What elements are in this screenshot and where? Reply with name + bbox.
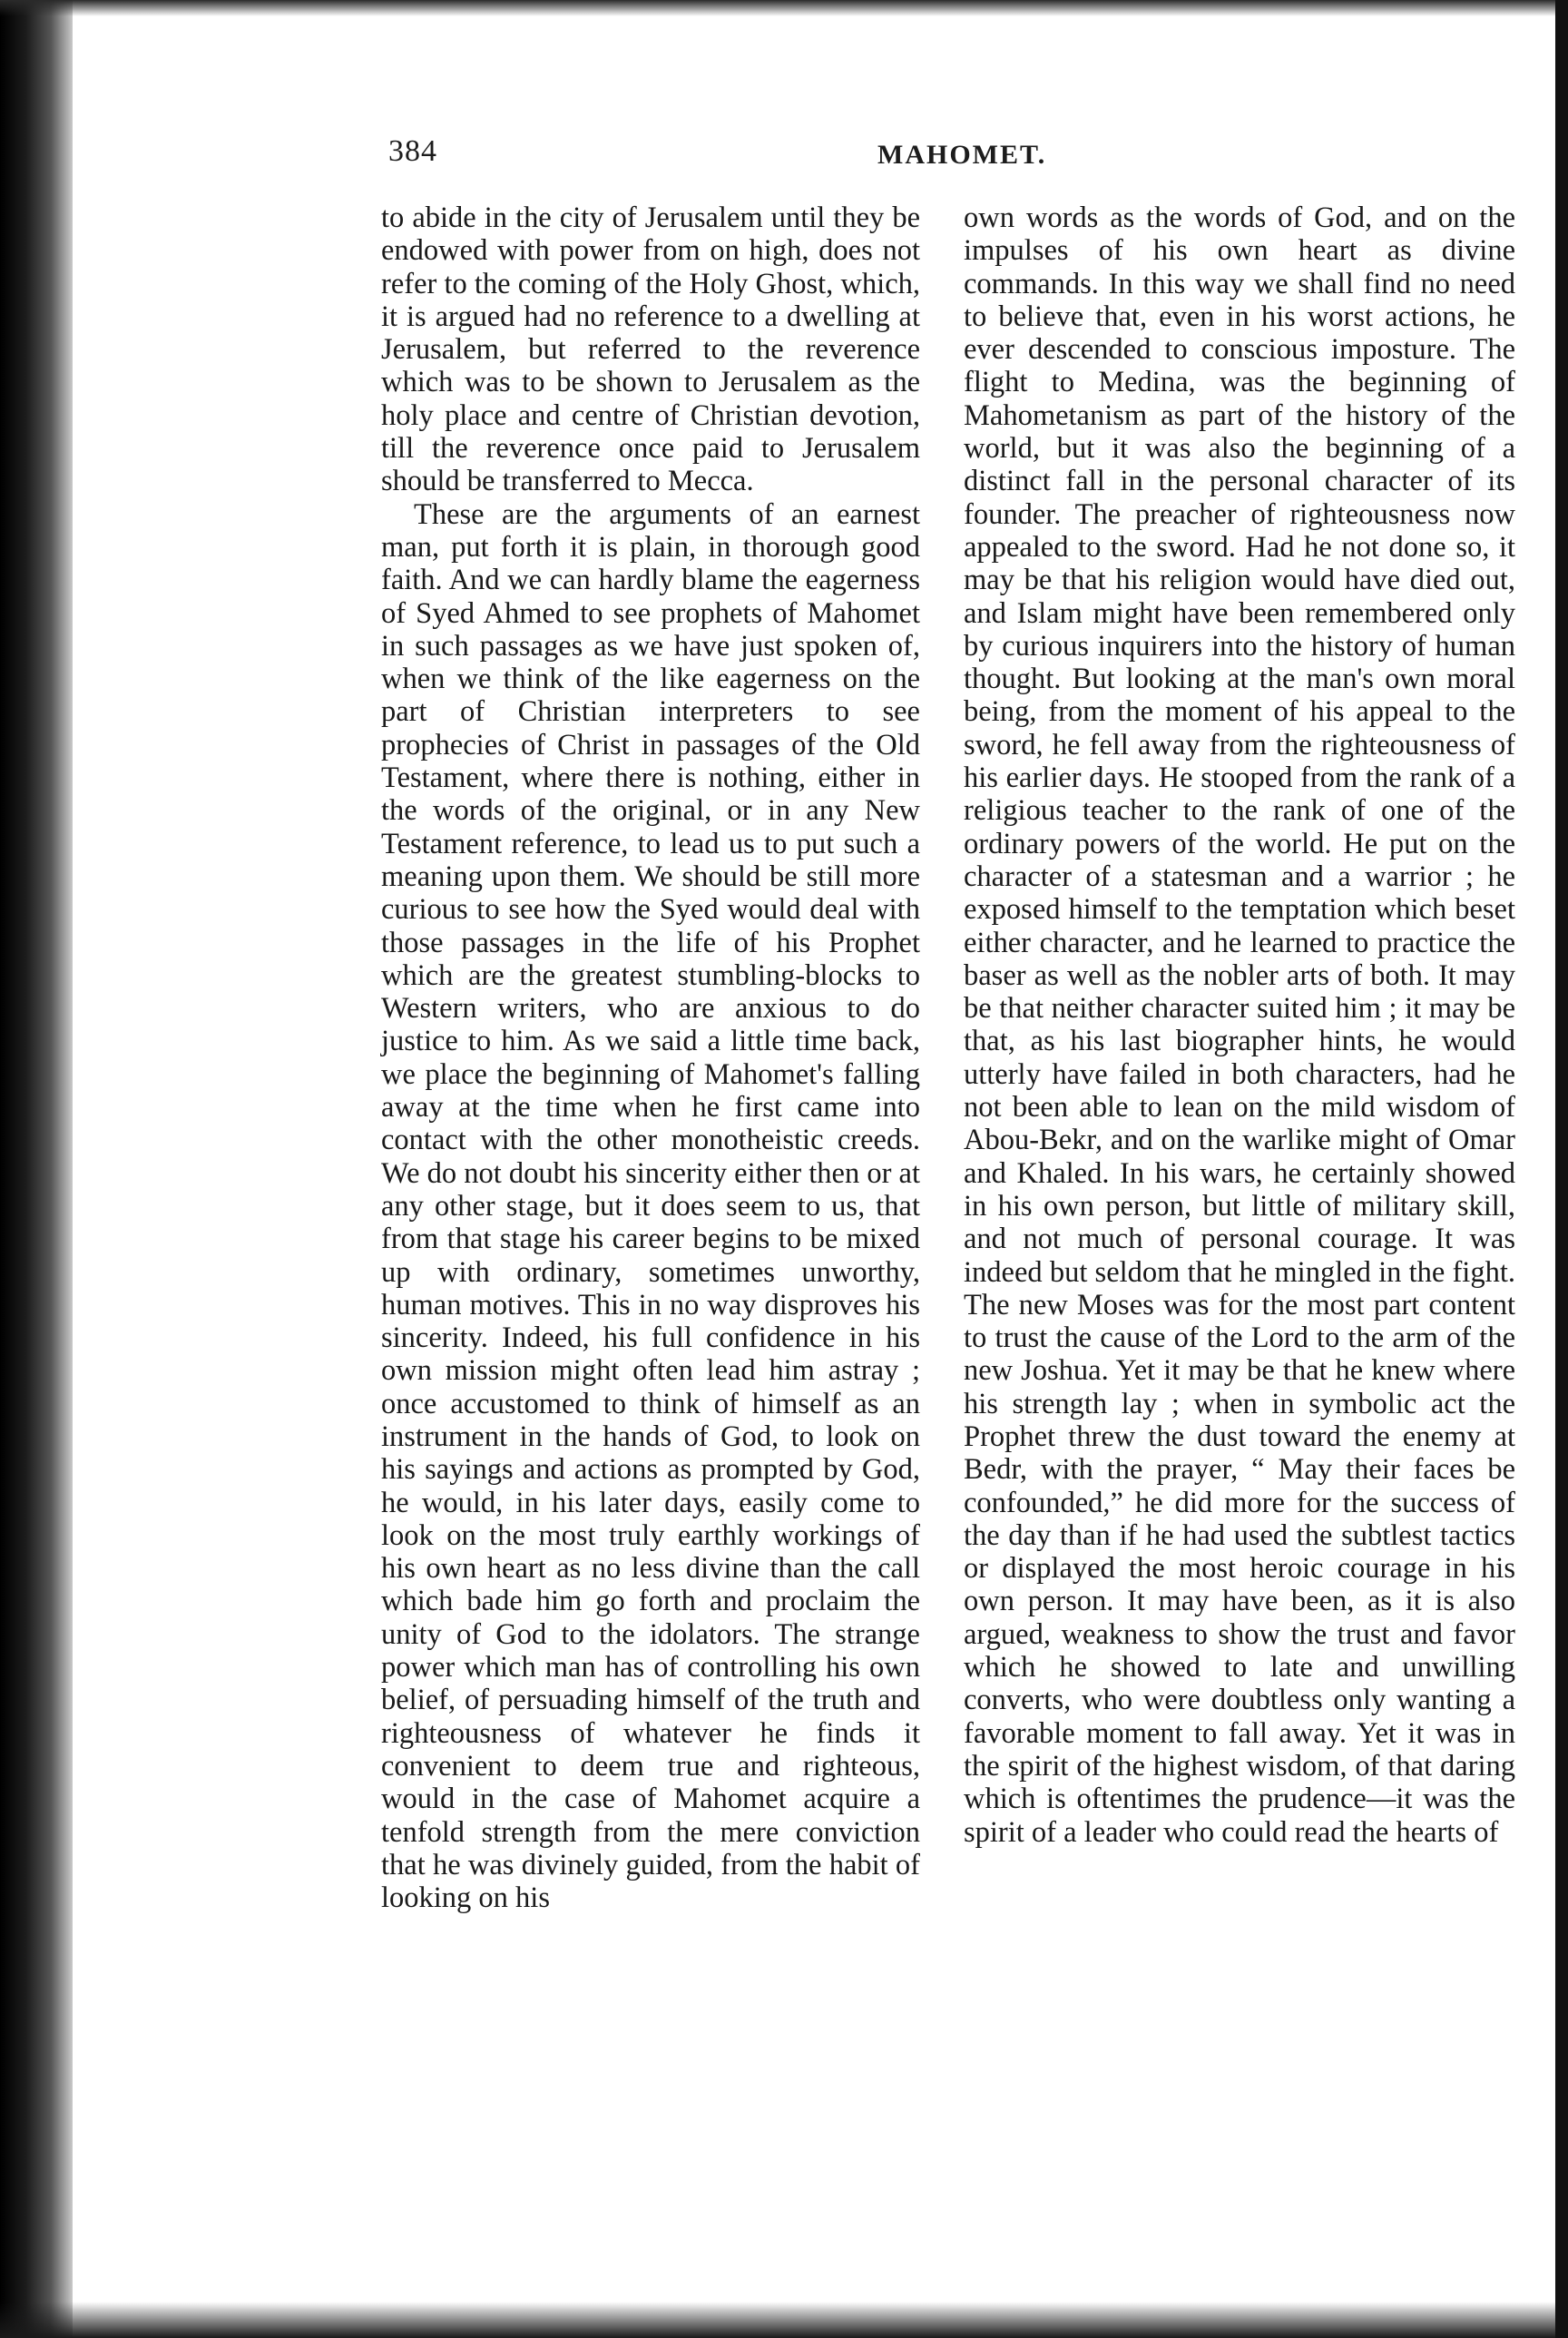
right-column	[964, 201, 1515, 1849]
bottom-edge-shadow	[0, 2302, 1568, 2338]
book-spine-shadow	[0, 0, 73, 2338]
book-page	[56, 0, 1568, 2338]
left-paragraph-2: These are the arguments of an earnest man, put forth it is plain, in thorough good faith. And we can hardly blame the eagerness of Syed Ahmed to see prophets of Mahomet in such passages as we have just spoken of, when we think of the like eagerness on the part of Christian interpreters to see prophecies of Christ in passages of the Old Testament, where there is nothing, either in the words of the original, or in any New Testament reference, to lead us to put such a meaning upon them. We should be still more curious to see how the Syed would deal with those passages in the life of his Prophet which are the greatest stumbling-blocks to Western writers, who are anxious to do justice to him. As we said a little time back, we place the beginning of Mahomet's falling away at the time when he first came into contact with the other monotheistic creeds. We do not doubt his sincerity either then or at any other stage, but it does seem to us, that from that stage his career begins to be mixed up with ordinary, sometimes unworthy, human motives. This in no way disproves his sincerity. Indeed, his full confidence in his own mission might often lead him astray ; once accustomed to think of himself as an instrument in the hands of God, to look on his sayings and actions as prompted by God, he would, in his later days, easily come to look on the most truly earthly workings of his own heart as no less divine than the call which bade him go forth and proclaim the unity of God to the idolators. The strange power which man has of controlling his own belief, of persuading himself of the truth and righteousness of whatever he finds it convenient to deem true and righteous, would in the case of Mahomet acquire a tenfold strength from the mere conviction that he was divinely guided, from the habit of looking on his	[381, 497, 920, 1915]
left-column	[381, 201, 920, 1914]
left-paragraph-1: to abide in the city of Jerusalem until they be endowed with power from on high, does not refer to the coming of the Holy Ghost, which, it is argued had no reference to a dwelling at Jerusalem, but referred to the reverence which was to be shown to Jerusalem as the holy place and centre of Christian devotion, till the reverence once paid to Jerusalem should be transferred to Mecca.	[381, 201, 920, 498]
right-edge-border	[1555, 0, 1568, 2338]
page-number: 384	[388, 134, 437, 168]
right-paragraph-1: own words as the words of God, and on the impulses of his own heart as divine commands. In this way we shall find no need to believe that, even in his worst actions, he ever descended to conscious imposture. The flight to Medina, was the beginning of Mahometanism as part of the history of the world, but it was also the beginning of a distinct fall in the personal character of its founder. The preacher of righteousness now appealed to the sword. Had he not done so, it may be that his religion would have died out, and Islam might have been remembered only by curious inquirers into the history of human thought. But looking at the man's own moral being, from the moment of his appeal to the sword, he fell away from the righteousness of his earlier days. He stooped from the rank of a religious teacher to the rank of one of the ordinary powers of the world. He put on the character of a statesman and a warrior ; he exposed himself to the temptation which beset either character, and he learned to practice the baser as well as the nobler arts of both. It may be that neither character suited him ; it may be that, as his last biographer hints, he would utterly have failed in both characters, had he not been able to lean on the mild wisdom of Abou-Bekr, and on the warlike might of Omar and Khaled. In his wars, he certainly showed in his own person, but little of military skill, and not much of personal courage. It was indeed but seldom that he mingled in the fight. The new Moses was for the most part content to trust the cause of the Lord to the arm of the new Joshua. Yet it may be that he knew where his strength lay ; when in symbolic act the Prophet threw the dust toward the enemy at Bedr, with the prayer, “ May their faces be confounded,” he did more for the success of the day than if he had used the subtlest tactics or displayed the most heroic courage in his own person. It may have been, as it is also argued, weakness to show the trust and favor which he showed to late and unwilling converts, who were doubtless only wanting a favorable moment to fall away. Yet it was in the spirit of the highest wisdom, of that daring which is oftentimes the prudence—it was the spirit of a leader who could read the hearts of	[964, 201, 1515, 1849]
running-title: MAHOMET.	[877, 140, 1047, 170]
top-edge-shadow	[0, 0, 1568, 16]
